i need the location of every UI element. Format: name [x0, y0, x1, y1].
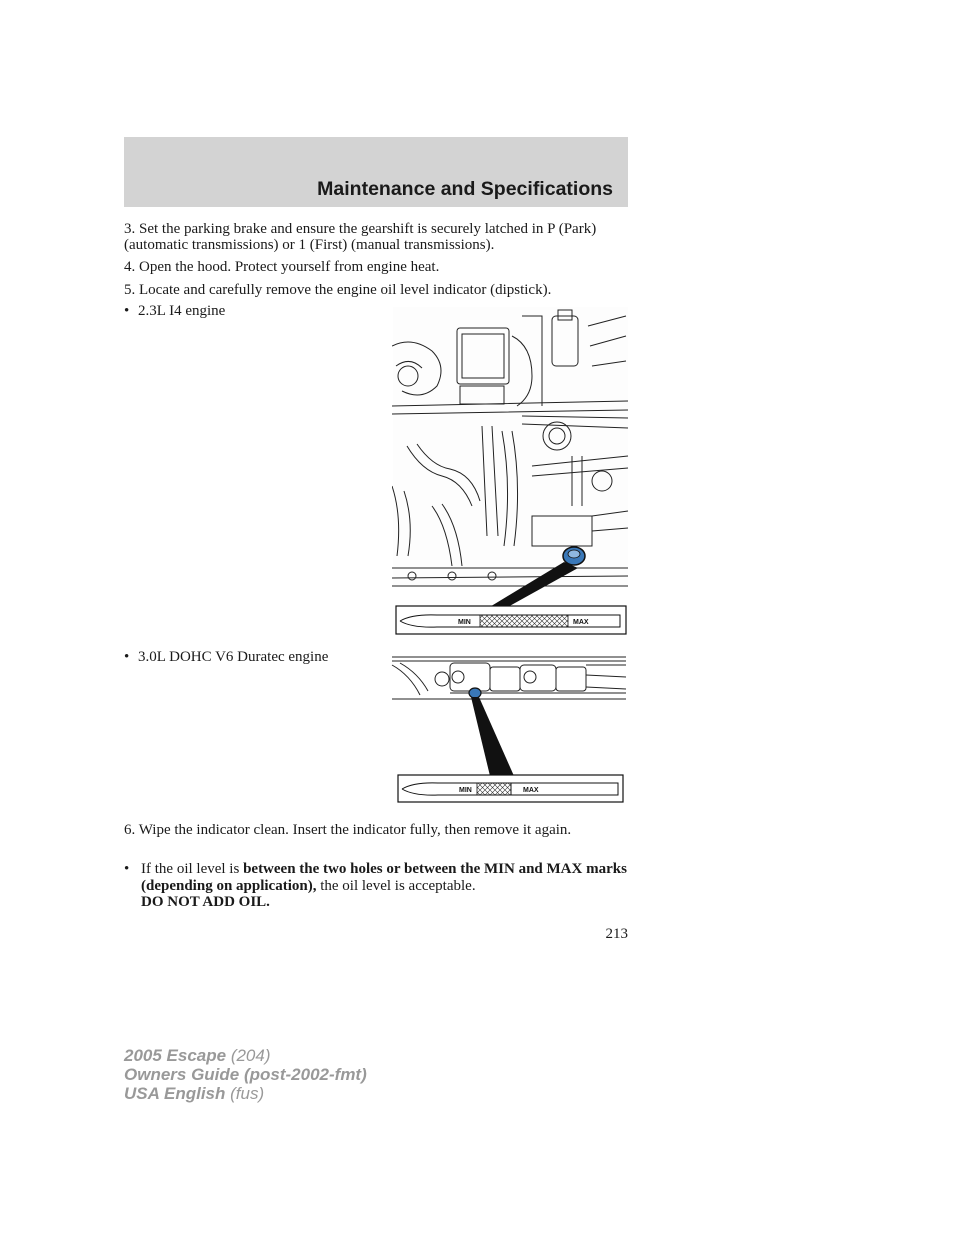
footer-model-code: (204) — [226, 1046, 271, 1065]
dipstick-max-label: MAX — [573, 619, 589, 626]
dipstick-min-label: MIN — [458, 619, 471, 626]
dipstick-min-label: MIN — [459, 787, 472, 794]
step-6-text: 6. Wipe the indicator clean. Insert the indicator fully, then remove it again. — [124, 822, 572, 838]
footer-guide: Owners Guide (post-2002-fmt) — [124, 1065, 367, 1084]
engine-3-0l-illustration — [392, 657, 626, 699]
oil-filler-cap-highlight — [469, 688, 481, 698]
step-5-text: 5. Locate and carefully remove the engine oil level indicator (dipstick). — [124, 282, 552, 298]
do-not-add-oil-warning: DO NOT ADD OIL. — [141, 894, 270, 910]
oil-level-note-prefix: If the oil level is — [141, 861, 244, 877]
oil-level-note-bold: between the two holes or between the MIN and MAX marks (depending on application), — [141, 861, 627, 894]
oil-level-note-suffix: the oil level is acceptable. — [316, 877, 476, 894]
engine-2-3l-label: 2.3L I4 engine — [138, 303, 226, 319]
section-title: Maintenance and Specifications — [317, 178, 613, 200]
page-number: 213 — [605, 926, 628, 942]
step-3-text: 3. Set the parking brake and ensure the gearshift is securely latched in P (Park) (automatic transmissions) or 1 (First) (manual transmissions). — [124, 221, 597, 253]
engine-2-3l-illustration — [392, 307, 628, 587]
engine-3-0l-label: 3.0L DOHC V6 Duratec engine — [138, 649, 329, 665]
dipstick-gauge — [396, 606, 626, 634]
oil-filler-cap-highlight — [563, 547, 585, 565]
footer-language-code: (fus) — [225, 1084, 265, 1103]
dipstick-gauge — [398, 775, 623, 802]
engine-3-0l-figure — [390, 655, 630, 805]
engine-2-3l-figure — [392, 306, 630, 636]
section-header — [124, 137, 628, 207]
footer-model: 2005 Escape — [124, 1046, 227, 1065]
bullet-symbol: • — [124, 649, 130, 665]
bullet-symbol: • — [124, 303, 130, 319]
bullet-symbol: • — [124, 861, 130, 877]
document-footer — [124, 1046, 367, 1103]
callout-pointer — [471, 697, 514, 776]
oil-level-note — [141, 861, 629, 911]
step-4-text: 4. Open the hood. Protect yourself from engine heat. — [124, 259, 440, 275]
dipstick-max-label: MAX — [523, 787, 539, 794]
footer-language: USA English — [124, 1084, 226, 1103]
